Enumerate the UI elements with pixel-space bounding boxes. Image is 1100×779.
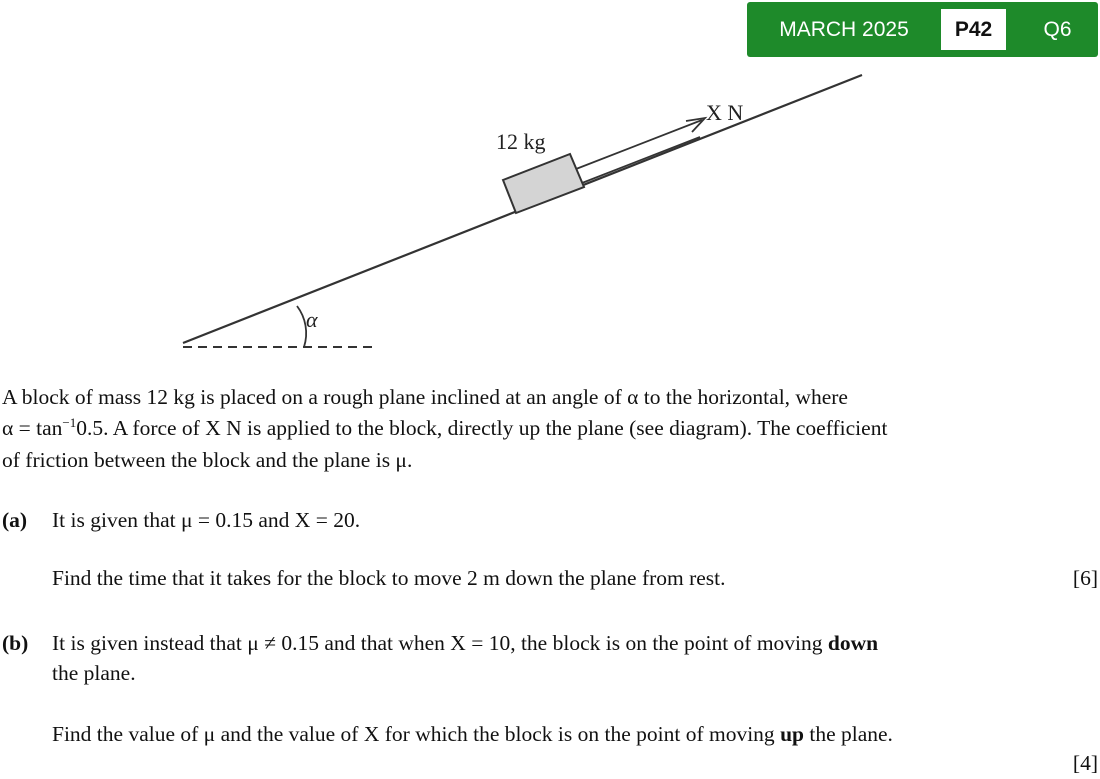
stem-line-2 xyxy=(2,413,887,444)
stem-line-2-start: α = tan xyxy=(2,416,63,440)
part-b-down-bold: down xyxy=(827,631,879,655)
part-a-given: It is given that μ = 0.15 and X = 20. xyxy=(52,508,361,532)
part-b-task-end: the plane. xyxy=(809,722,893,746)
part-b-marks: [4] xyxy=(1072,751,1098,775)
part-b-label: (b) xyxy=(2,631,29,655)
part-a-task: Find the time that it takes for the block to move 2 m down the plane from rest. xyxy=(52,566,726,590)
part-b-given-start: It is given instead that μ ≠ 0.15 and that when X = 10, the block is on the point of moving xyxy=(52,631,823,655)
part-b-task xyxy=(52,719,893,750)
block xyxy=(503,154,584,213)
mass-label: 12 kg xyxy=(496,129,546,154)
part-b-task-start: Find the value of μ and the value of X for which the block is on the point of moving xyxy=(52,722,775,746)
inclined-plane-diagram xyxy=(0,0,1100,380)
part-b-given-line-1 xyxy=(52,628,878,659)
force-label: X N xyxy=(706,100,744,125)
badge-date: MARCH 2025 xyxy=(779,18,909,41)
badge-paper: P42 xyxy=(941,9,1006,50)
angle-label: α xyxy=(306,307,318,332)
stem-line-1: A block of mass 12 kg is placed on a rough plane inclined at an angle of α to the horizontal, where xyxy=(2,385,848,409)
stem-line-3: of friction between the block and the plane is μ. xyxy=(2,448,413,472)
part-b-up-bold: up xyxy=(780,722,804,746)
part-b-given-line-2: the plane. xyxy=(52,661,136,685)
inverse-superscript: −1 xyxy=(62,414,77,430)
part-a-marks: [6] xyxy=(1072,566,1098,590)
part-a-label: (a) xyxy=(2,508,28,532)
angle-arc xyxy=(297,306,306,347)
stem-line-2-end: 0.5. A force of X N is applied to the block, directly up the plane (see diagram). The coefficient xyxy=(76,416,888,440)
badge-question-number: Q6 xyxy=(1043,18,1072,41)
